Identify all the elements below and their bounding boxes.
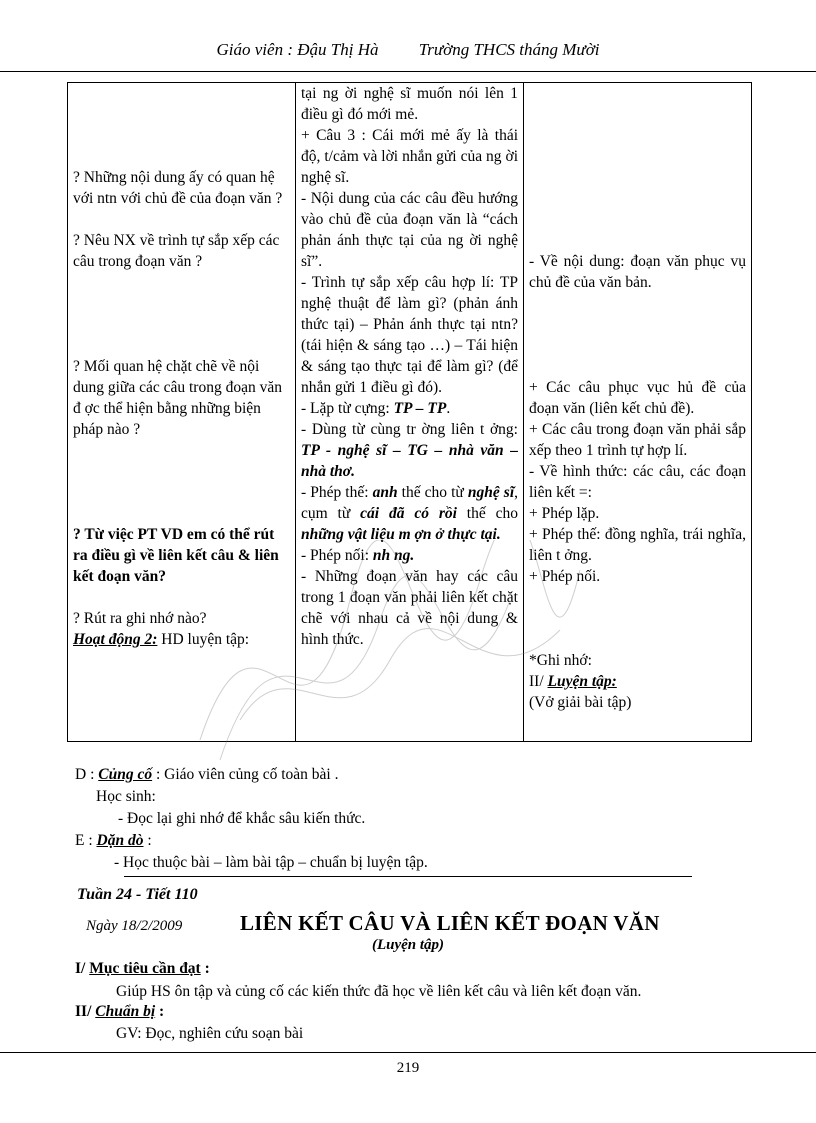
question-conclusion: ? Từ việc PT VD em có thể rút ra điều gì về liên kết câu & liên kết đoạn văn?	[73, 526, 279, 585]
homework-line: E : Dặn dò :	[75, 832, 152, 849]
objectives-heading: I/ Mục tiêu cần đạt :	[75, 960, 210, 977]
content-repetition: - Lặp từ cựng: TP – TP.	[301, 400, 451, 417]
lesson-table	[67, 82, 752, 742]
students-label: Học sinh:	[96, 788, 156, 805]
teacher-name: Giáo viên : Đậu Thị Hà	[216, 40, 379, 59]
homework-label: Dặn dò	[96, 832, 144, 849]
question-order: ? Nêu NX về trình tự sắp xếp các câu trong đoạn văn ?	[73, 232, 280, 270]
note-form: - Về hình thức: các câu, các đoạn liên kết =:	[529, 463, 746, 501]
section-divider	[124, 876, 692, 877]
footer-rule	[0, 1052, 816, 1053]
content-substitution: - Phép thế: anh thế cho từ nghệ sĩ, cụm từ cái đã có rồi thế cho những vật liệu m ợn ở thực tại.	[301, 484, 519, 543]
preparation-text: GV: Đọc, nghiên cứu soạn bài	[116, 1025, 304, 1042]
note-order: + Các câu trong đoạn văn phải sắp xếp theo 1 trình tự hợp lí.	[529, 421, 746, 459]
note-topic: + Các câu phục vục hủ đề của đoạn văn (liên kết chủ đề).	[529, 379, 746, 417]
consolidation-label: Củng cố	[98, 766, 153, 783]
teacher-activity-column	[68, 83, 296, 742]
content-connective: - Phép nối: nh ng.	[301, 547, 415, 564]
note-connective: + Phép nối.	[529, 568, 601, 585]
content-association: - Dùng từ cùng tr ờng liên t ởng: TP - nghệ sĩ – TG – nhà văn – nhà thơ.	[301, 421, 518, 480]
content-2: + Câu 3 : Cái mới mẻ ấy là thái độ, t/cảm và lời nhắn gửi của ng ời nghệ sĩ.	[301, 127, 518, 186]
header-rule	[0, 71, 816, 72]
question-relation: ? Những nội dung ấy có quan hệ với ntn với chủ đề của đoạn văn ?	[73, 169, 283, 207]
lesson-subtitle: (Luyện tập)	[371, 937, 445, 953]
page-header	[0, 40, 816, 60]
students-task: - Đọc lại ghi nhớ để khắc sâu kiến thức.	[118, 810, 366, 827]
lesson-title: LIÊN KẾT CÂU VÀ LIÊN KẾT ĐOẠN VĂN	[240, 911, 660, 935]
note-substitution: + Phép thế: đồng nghĩa, trái nghĩa, liên t ởng.	[529, 526, 746, 564]
content-conclusion: - Những đoạn văn hay các câu trong 1 đoạn văn phải liên kết chặt chẽ với nhau cả về nội dung & hình thức.	[301, 568, 518, 648]
objectives-text: Giúp HS ôn tập và củng cố các kiến thức đã học về liên kết câu và liên kết đoạn văn.	[116, 983, 642, 1000]
practice-heading: II/ Luyện tập:	[529, 673, 617, 690]
consolidation-line: D : Củng cố : Giáo viên củng cố toàn bài .	[75, 766, 339, 783]
week-period: Tuần 24 - Tiết 110	[77, 886, 198, 903]
note-content: - Về nội dung: đoạn văn phục vụ chủ đề của văn bản.	[529, 253, 746, 291]
note-memo: *Ghi nhớ:	[529, 652, 592, 669]
preparation-heading: II/ Chuẩn bị :	[75, 1003, 165, 1020]
homework-task: - Học thuộc bài – làm bài tập – chuẩn bị luyện tập.	[114, 854, 428, 871]
practice-note: (Vở giải bài tập)	[529, 694, 632, 711]
question-summary: ? Rút ra ghi nhớ nào?	[73, 610, 207, 627]
note-repetition: + Phép lặp.	[529, 505, 600, 522]
activity-2: Hoạt động 2: HD luyện tập:	[73, 631, 250, 648]
content-1: tại ng ời nghệ sĩ muốn nói lên 1 điều gì đó mới mẻ.	[301, 85, 518, 123]
content-4: - Trình tự sắp xếp câu hợp lí: TP nghệ thuật để làm gì? (phản ánh thức tại) – Phản ánh thực tại ntn? (tái hiện & sáng tạo …) – Tái hiện & sáng tạo thực tại để làm gì? (để nhắn gửi 1 điều gì đó).	[301, 274, 518, 396]
school-name: Trường THCS tháng Mười	[418, 40, 600, 59]
lesson-date: Ngày 18/2/2009	[86, 918, 183, 934]
page-number: 219	[396, 1060, 420, 1076]
content-column	[296, 83, 524, 742]
notes-column	[524, 83, 752, 742]
question-methods: ? Mối quan hệ chặt chẽ về nội dung giữa các câu trong đoạn văn đ ợc thể hiện bằng những biện pháp nào ?	[73, 358, 282, 438]
content-3: - Nội dung của các câu đều hướng vào chủ đề của đoạn văn là “cách phản ánh thực tại của ng ời nghệ sĩ”.	[301, 190, 518, 270]
